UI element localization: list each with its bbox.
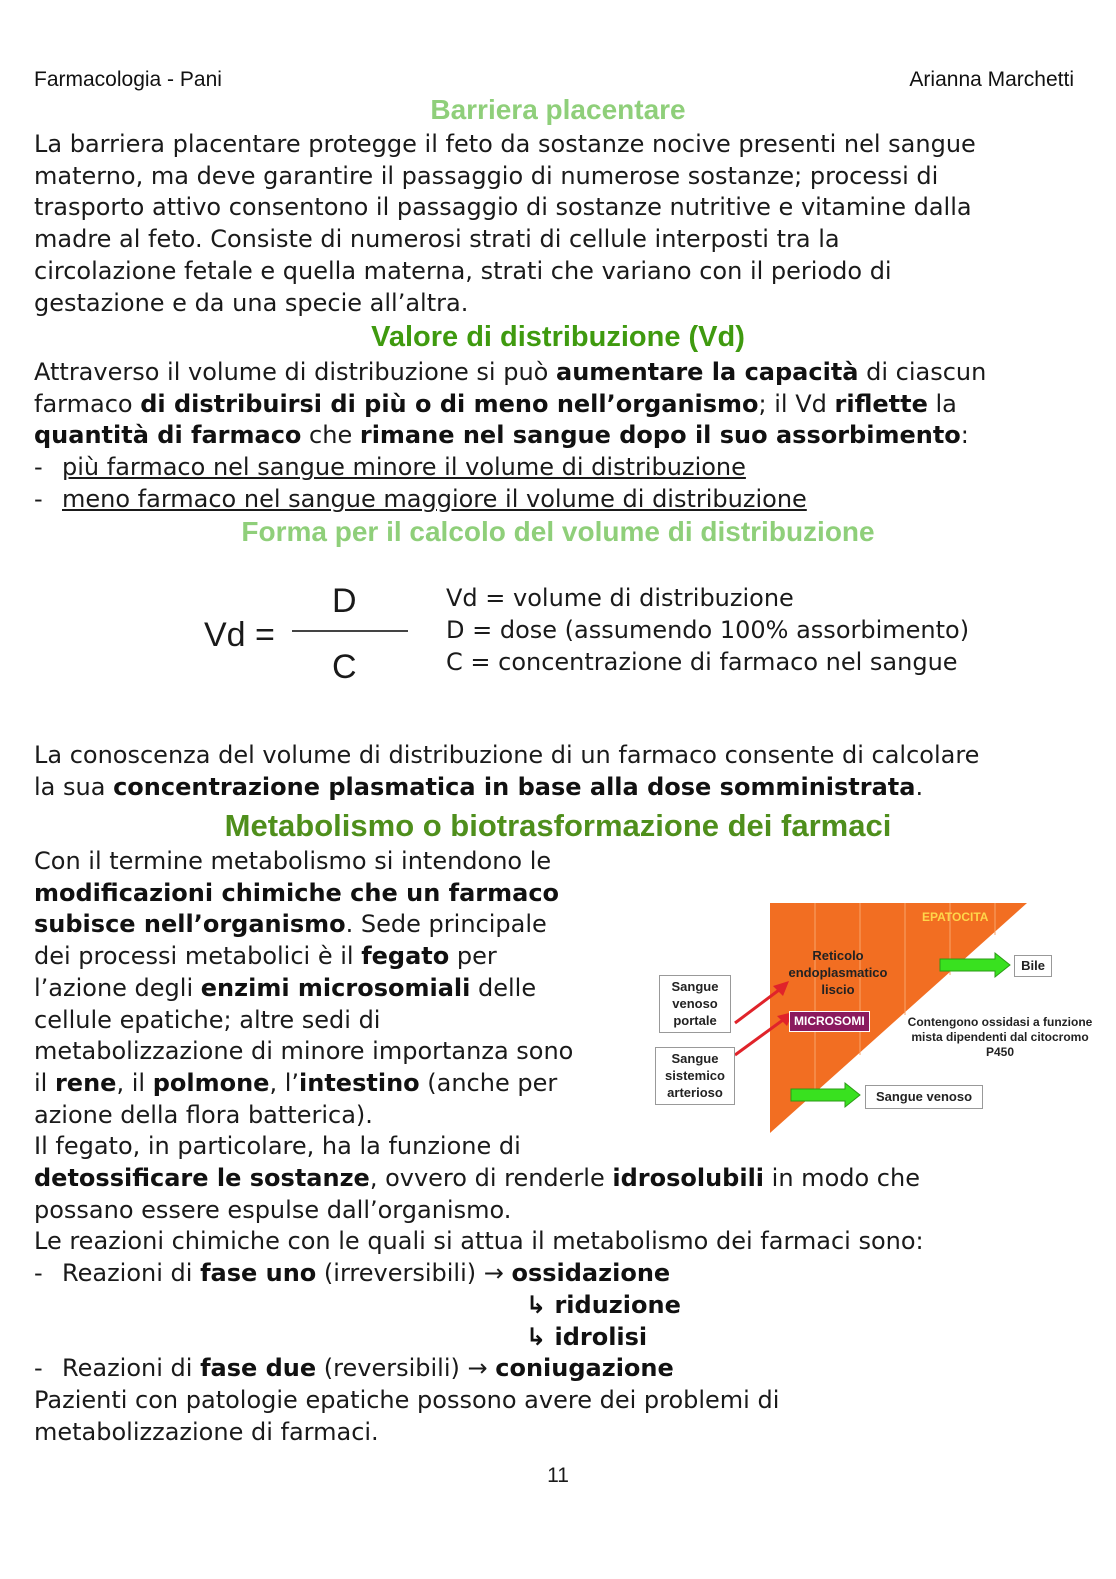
sangue-sistemico-box: Sangue sistemico arterioso xyxy=(655,1047,735,1105)
formula-lhs: Vd = xyxy=(204,616,275,654)
paragraph-vd: Attraverso il volume di distribuzione si può aumentare la capacità di ciascun farmaco di distribuirsi di più o di meno nell’organismo; il Vd riflette la quantità di farmaco che rimane nel sangue dopo il suo assorbimento: - più farmaco nel sangue minore il volume di distribuzione - meno farmaco nel sangue maggiore il volume di distribuzione xyxy=(34,357,986,516)
section-title-metabolismo: Metabolismo o biotrasformazione dei farmaci xyxy=(224,808,892,843)
list-item: - Reazioni di fase due (reversibili) → coniugazione xyxy=(34,1354,674,1383)
epatocita-label: EPATOCITA xyxy=(922,910,989,924)
list-item: - Reazioni di fase uno (irreversibili) → ossidazione xyxy=(34,1259,671,1288)
reticolo-label: Reticolo endoplasmatico liscio xyxy=(788,948,888,997)
paragraph-barriera: La barriera placentare protegge il feto da sostanze nocive presenti nel sangue materno, ma deve garantire il passaggio di numerose sostanze; processi di trasporto attivo consentono il passaggio di sostanze nutritive e vitamine dalla madre al feto. Consiste di numerosi strati di cellule interposti tra la circolazione fetale e quella materna, strati che variano con il periodo di gestazione e da una specie all’altra. xyxy=(34,130,976,317)
formula-title: Forma per il calcolo del volume di distribuzione xyxy=(241,516,875,547)
list-item: - meno farmaco nel sangue maggiore il volume di distribuzione xyxy=(34,484,807,513)
sangue-venoso-portale-box: Sangue venoso portale xyxy=(659,975,731,1033)
section-title-barriera: Barriera placentare xyxy=(430,94,686,125)
page-number: 11 xyxy=(547,1464,569,1487)
list-item: - più farmaco nel sangue minore il volume di distribuzione xyxy=(34,453,746,482)
paragraph-vd-usage: La conoscenza del volume di distribuzione di un farmaco consente di calcolare la sua concentrazione plasmatica in base alla dose somministrata. xyxy=(34,741,980,801)
fraction-bar xyxy=(292,630,408,632)
citocromo-note: Contengono ossidasi a funzione mista dipendenti dal citocromo P450 xyxy=(907,1015,1093,1059)
formula-legend: Vd = volume di distribuzione D = dose (assumendo 100% assorbimento) C = concentrazione di farmaco nel sangue xyxy=(446,584,970,676)
bile-box: Bile xyxy=(1014,955,1052,977)
formula-numerator: D xyxy=(332,582,357,620)
header-course: Farmacologia - Pani xyxy=(34,68,222,91)
section-title-vd: Valore di distribuzione (Vd) xyxy=(371,321,745,353)
header-author: Arianna Marchetti xyxy=(909,68,1074,91)
formula-denominator: C xyxy=(332,648,357,686)
paragraph-metabolismo: Con il termine metabolismo si intendono le modificazioni chimiche che un farmaco subisce nell’organismo. Sede principale dei processi metabolici è il fegato per l’azione degli enzimi microsomiali delle cellule epatiche; altre sedi di metabolizzazione di minore importanza sono il rene, il polmone, l’intestino (anche per azione della flora batterica). Il fegato, in particolare, ha la funzione di detossificare le sostanze, ovvero di renderle idrosolubili in modo che possano essere espulse dall’organismo. Le reazioni chimiche con le quali si attua il metabolismo dei farmaci sono: - Reazioni di fase uno (irreversibili) → ossidazione ↳ riduzione ↳ idrolisi - Reazioni di fase due (reversibili) → coniugazione Pazienti con patologie epatiche possono avere dei problemi di metabolizzazione di farmaci. xyxy=(34,847,924,1446)
vd-formula xyxy=(200,580,420,690)
microsomi-label: MICROSOMI xyxy=(789,1011,870,1032)
sangue-venoso-box: Sangue venoso xyxy=(865,1085,983,1109)
hepatocyte-diagram xyxy=(655,895,1105,1140)
